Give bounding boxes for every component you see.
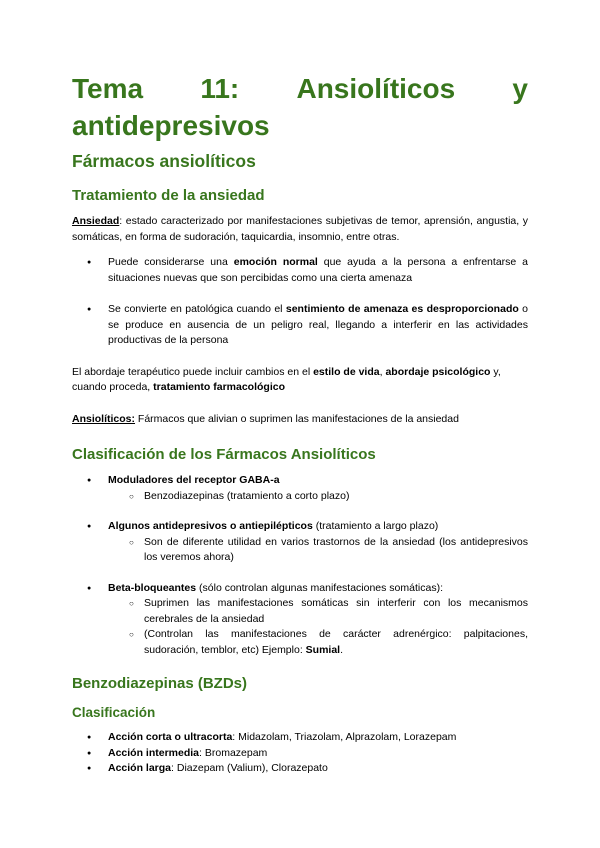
title-line-2: antidepresivos [72,110,270,141]
abordaje-paragraph: El abordaje terapéutico puede incluir cambios en el estilo de vida, abordaje psicológico y, cuando proceda, tratamiento farmacológico [72,365,501,393]
list-item: ● Moduladores del receptor GABA-a [72,473,528,489]
title-word: y [512,73,528,104]
ansioliticos-term: Ansiolíticos: [72,412,136,425]
subheading-clasificacion: Clasificación de los Fármacos Ansiolíticos [72,446,376,463]
subheading-clasificacion-bzd: Clasificación [72,705,156,720]
section-heading-ansioliticos: Fármacos ansiolíticos [72,151,256,171]
subheading-tratamiento: Tratamiento de la ansiedad [72,187,265,204]
sub-list-item: ○ Benzodiazepinas (tratamiento a corto plazo) [72,489,528,505]
list-item: ● Acción intermedia: Bromazepam [72,746,528,762]
document-page [72,70,528,777]
sub-list-item: ○ Suprimen las manifestaciones somáticas sin interferir con los mecanismos cerebrales de la ansiedad [72,596,528,627]
list-item: ● Beta-bloqueantes (sólo controlan algunas manifestaciones somáticas): [72,581,528,597]
document-title [72,70,528,144]
title-word: Ansiolíticos [296,73,456,104]
title-word: 11: [200,73,240,104]
sub-list-item: ○ (Controlan las manifestaciones de carácter adrenérgico: palpitaciones, sudoración, temblor, etc) Ejemplo: Sumial. [72,627,528,658]
list-item: ● Acción larga: Diazepam (Valium), Clorazepato [72,761,528,777]
sub-list-item: ○ Son de diferente utilidad en varios trastornos de la ansiedad (los antidepresivos los veremos ahora) [72,535,528,566]
clasificacion-list [72,473,528,658]
list-item: ● Puede considerarse una emoción normal que ayuda a la persona a enfrentarse a situaciones nuevas que son percibidas como una cierta amenaza [72,255,528,286]
ansiedad-term: Ansiedad [72,215,120,227]
subheading-bzd: Benzodiazepinas (BZDs) [72,675,248,692]
title-word: Tema [72,73,144,104]
list-item: ● Algunos antidepresivos o antiepilépticos (tratamiento a largo plazo) [72,519,528,535]
ansiedad-definition: Ansiedad: estado caracterizado por manifestaciones subjetivas de temor, aprensión, angustia, y somáticas, en forma de sudoración, taquicardia, insomnio, entre otras. [72,215,528,243]
list-item: ● Acción corta o ultracorta: Midazolam, Triazolam, Alprazolam, Lorazepam [72,730,528,746]
ansiedad-bullets [72,255,528,349]
ansioliticos-definition: Ansiolíticos: Fármacos que alivian o suprimen las manifestaciones de la ansiedad [72,412,459,425]
list-item: ● Se convierte en patológica cuando el sentimiento de amenaza es desproporcionado o se produce en ausencia de un peligro real, llegando a interferir en las actividades productivas de la persona [72,302,528,349]
acciones-list [72,730,528,777]
